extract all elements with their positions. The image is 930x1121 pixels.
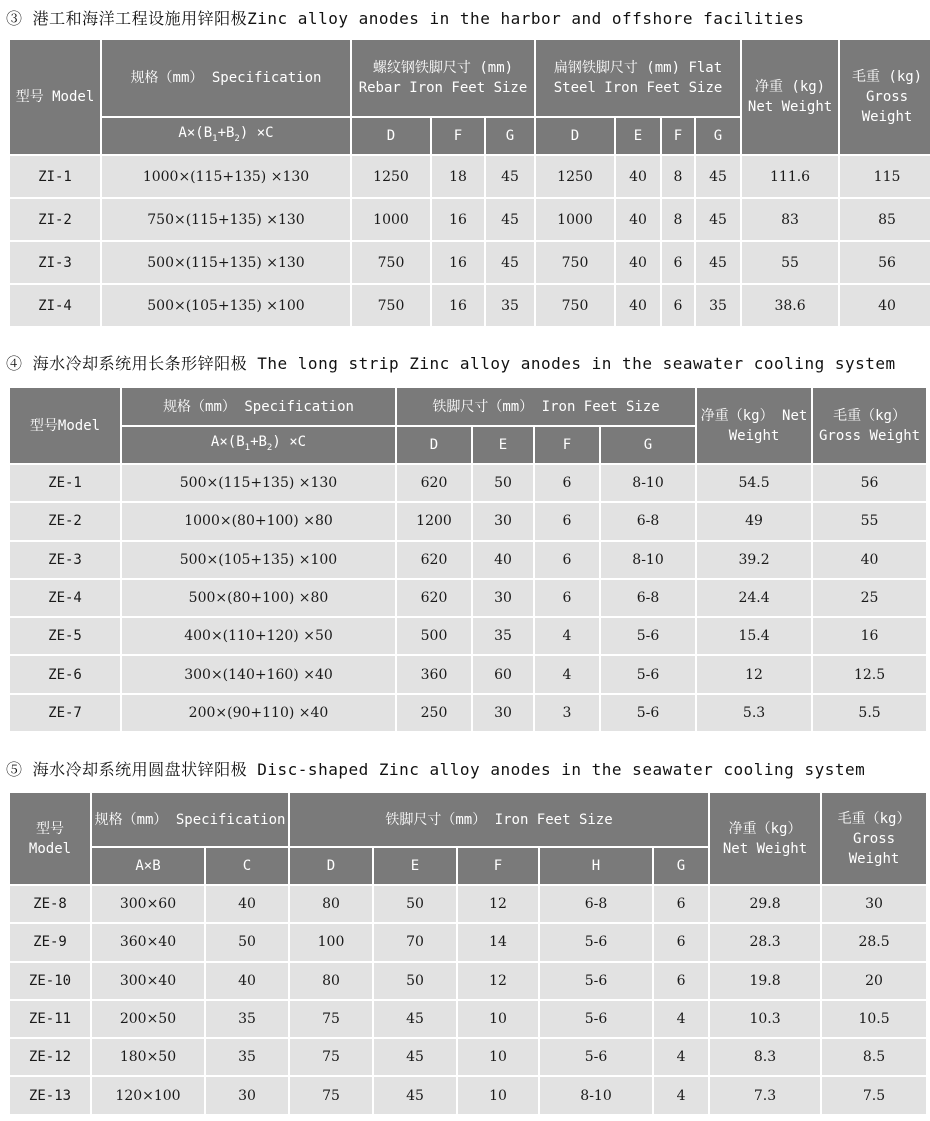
- table-cell: 12: [457, 885, 539, 923]
- section-title-long-strip: ④ 海水冷却系统用长条形锌阳极 The long strip Zinc alloy anodes in the seawater cooling system: [6, 354, 896, 373]
- model-cell: ZI-2: [9, 198, 101, 241]
- table-cell: 39.2: [696, 541, 812, 579]
- table-cell: 6: [661, 241, 695, 284]
- header-iron-feet: 铁脚尺寸（mm） Iron Feet Size: [396, 387, 696, 426]
- table-cell: 20: [821, 962, 927, 1000]
- table-cell: 75: [289, 1076, 373, 1114]
- table-cell: 10: [457, 1000, 539, 1038]
- header-rebar-f: F: [431, 117, 485, 155]
- table-cell: 16: [812, 617, 927, 655]
- table-cell: 100: [289, 923, 373, 961]
- header-rebar-g: G: [485, 117, 535, 155]
- table-cell: 80: [289, 885, 373, 923]
- model-cell: ZE-12: [9, 1038, 91, 1076]
- table-cell: 18: [431, 155, 485, 198]
- table-cell: 5-6: [539, 1000, 653, 1038]
- table-cell: 5-6: [600, 617, 696, 655]
- table-cell: 30: [472, 579, 534, 617]
- table-cell: 28.5: [821, 923, 927, 961]
- table-cell: 6: [534, 579, 600, 617]
- table-row: [9, 885, 927, 923]
- table-cell: 12: [457, 962, 539, 1000]
- table-cell: 750: [535, 284, 615, 327]
- table-row: [9, 1076, 927, 1114]
- table-row: [9, 1038, 927, 1076]
- table-cell: 40: [472, 541, 534, 579]
- table-cell: 55: [812, 502, 927, 540]
- model-cell: ZE-13: [9, 1076, 91, 1114]
- table-cell: 6-8: [539, 885, 653, 923]
- header-specification: 规格（mm） Specification: [121, 387, 396, 426]
- table-cell: 5-6: [539, 923, 653, 961]
- table-cell: 16: [431, 198, 485, 241]
- table-row: [9, 541, 927, 579]
- harbor-anodes-table: [8, 38, 930, 328]
- table-cell: 54.5: [696, 464, 812, 502]
- table-cell: 45: [373, 1000, 457, 1038]
- table-cell: 45: [695, 155, 741, 198]
- table-cell: 1250: [535, 155, 615, 198]
- table-cell: 6-8: [600, 502, 696, 540]
- table-cell: 40: [615, 155, 661, 198]
- section-title-disc: ⑤ 海水冷却系统用圆盘状锌阳极 Disc-shaped Zinc alloy anodes in the seawater cooling system: [6, 760, 866, 779]
- disc-anodes-table: [8, 791, 928, 1116]
- table-row: [9, 464, 927, 502]
- table-cell: 6: [653, 923, 709, 961]
- table-cell: 300×40: [91, 962, 205, 1000]
- table-row: [9, 284, 930, 327]
- table-cell: 50: [373, 962, 457, 1000]
- table-cell: 60: [472, 655, 534, 693]
- table-cell: 6: [653, 885, 709, 923]
- header-feet-d: D: [396, 426, 472, 464]
- header-spec-axb: A×B: [91, 847, 205, 885]
- table-cell: 30: [472, 502, 534, 540]
- model-cell: ZE-10: [9, 962, 91, 1000]
- table-cell: 750×(115+135) ×130: [101, 198, 351, 241]
- table-cell: 15.4: [696, 617, 812, 655]
- table-cell: 500: [396, 617, 472, 655]
- table-cell: 8.5: [821, 1038, 927, 1076]
- table-cell: 500×(115+135) ×130: [101, 241, 351, 284]
- model-cell: ZE-4: [9, 579, 121, 617]
- table-cell: 55: [741, 241, 839, 284]
- table-cell: 4: [653, 1076, 709, 1114]
- model-cell: ZE-2: [9, 502, 121, 540]
- table-cell: 6: [534, 502, 600, 540]
- header-gross-weight: 毛重（kg） Gross Weight: [821, 792, 927, 885]
- table-cell: 40: [205, 885, 289, 923]
- table-cell: 200×50: [91, 1000, 205, 1038]
- table-cell: 1200: [396, 502, 472, 540]
- table-cell: 4: [534, 655, 600, 693]
- table-cell: 38.6: [741, 284, 839, 327]
- header-net-weight: 净重 (kg) Net Weight: [741, 39, 839, 155]
- table-cell: 14: [457, 923, 539, 961]
- table-cell: 620: [396, 464, 472, 502]
- table-cell: 8-10: [600, 464, 696, 502]
- table-cell: 4: [653, 1000, 709, 1038]
- table-cell: 10: [457, 1076, 539, 1114]
- table-cell: 620: [396, 541, 472, 579]
- table-cell: 30: [205, 1076, 289, 1114]
- table-row: [9, 962, 927, 1000]
- table-cell: 7.3: [709, 1076, 821, 1114]
- header-feet-f: F: [457, 847, 539, 885]
- table-cell: 25: [812, 579, 927, 617]
- table-cell: 10: [457, 1038, 539, 1076]
- header-flat-steel-feet: 扁钢铁脚尺寸 (mm) Flat Steel Iron Feet Size: [535, 39, 741, 117]
- table-cell: 6: [534, 464, 600, 502]
- table-cell: 5-6: [539, 962, 653, 1000]
- table-cell: 75: [289, 1038, 373, 1076]
- table-cell: 111.6: [741, 155, 839, 198]
- table-row: [9, 694, 927, 732]
- table-cell: 115: [839, 155, 930, 198]
- table-cell: 500×(105+135) ×100: [101, 284, 351, 327]
- table-cell: 750: [351, 241, 431, 284]
- table-cell: 16: [431, 241, 485, 284]
- table-cell: 45: [485, 155, 535, 198]
- header-net-weight: 净重（kg） Net Weight: [709, 792, 821, 885]
- table-cell: 28.3: [709, 923, 821, 961]
- table-cell: 500×(105+135) ×100: [121, 541, 396, 579]
- table-cell: 40: [205, 962, 289, 1000]
- model-cell: ZE-7: [9, 694, 121, 732]
- table-cell: 10.5: [821, 1000, 927, 1038]
- table-cell: 30: [472, 694, 534, 732]
- header-gross-weight: 毛重 (kg) Gross Weight: [839, 39, 930, 155]
- table-cell: 56: [839, 241, 930, 284]
- header-rebar-feet: 螺纹钢铁脚尺寸 (mm) Rebar Iron Feet Size: [351, 39, 535, 117]
- table-cell: 40: [615, 198, 661, 241]
- table-cell: 19.8: [709, 962, 821, 1000]
- table-cell: 620: [396, 579, 472, 617]
- table-cell: 250: [396, 694, 472, 732]
- table-row: [9, 155, 930, 198]
- table-cell: 750: [535, 241, 615, 284]
- table-row: [9, 1000, 927, 1038]
- table-cell: 6: [653, 962, 709, 1000]
- table-cell: 16: [431, 284, 485, 327]
- table-row: [9, 198, 930, 241]
- table-cell: 120×100: [91, 1076, 205, 1114]
- table-cell: 12.5: [812, 655, 927, 693]
- table-cell: 85: [839, 198, 930, 241]
- header-feet-e: E: [373, 847, 457, 885]
- table-cell: 1250: [351, 155, 431, 198]
- header-spec-c: C: [205, 847, 289, 885]
- table-cell: 1000×(80+100) ×80: [121, 502, 396, 540]
- header-feet-e: E: [472, 426, 534, 464]
- table-cell: 500×(115+135) ×130: [121, 464, 396, 502]
- model-cell: ZI-3: [9, 241, 101, 284]
- table-cell: 45: [373, 1038, 457, 1076]
- header-model: 型号 Model: [9, 39, 101, 155]
- header-gross-weight: 毛重（kg） Gross Weight: [812, 387, 927, 464]
- table-cell: 300×60: [91, 885, 205, 923]
- model-cell: ZE-8: [9, 885, 91, 923]
- model-cell: ZE-1: [9, 464, 121, 502]
- header-model: 型号Model: [9, 387, 121, 464]
- table-cell: 45: [695, 198, 741, 241]
- table-cell: 4: [653, 1038, 709, 1076]
- table-cell: 6: [534, 541, 600, 579]
- header-feet-g: G: [600, 426, 696, 464]
- table-cell: 24.4: [696, 579, 812, 617]
- header-feet-f: F: [534, 426, 600, 464]
- table-cell: 40: [615, 284, 661, 327]
- table-cell: 1000: [351, 198, 431, 241]
- table-cell: 5-6: [600, 694, 696, 732]
- header-model: 型号 Model: [9, 792, 91, 885]
- table-cell: 8-10: [539, 1076, 653, 1114]
- table-cell: 10.3: [709, 1000, 821, 1038]
- table-cell: 360×40: [91, 923, 205, 961]
- table-cell: 5-6: [539, 1038, 653, 1076]
- header-rebar-d: D: [351, 117, 431, 155]
- table-row: [9, 502, 927, 540]
- table-cell: 30: [821, 885, 927, 923]
- table-cell: 50: [205, 923, 289, 961]
- table-row: [9, 579, 927, 617]
- table-cell: 56: [812, 464, 927, 502]
- model-cell: ZE-5: [9, 617, 121, 655]
- header-net-weight: 净重（kg） Net Weight: [696, 387, 812, 464]
- table-row: [9, 617, 927, 655]
- model-cell: ZI-1: [9, 155, 101, 198]
- table-cell: 29.8: [709, 885, 821, 923]
- table-cell: 75: [289, 1000, 373, 1038]
- table-cell: 8.3: [709, 1038, 821, 1076]
- table-cell: 500×(80+100) ×80: [121, 579, 396, 617]
- model-cell: ZE-3: [9, 541, 121, 579]
- table-cell: 8-10: [600, 541, 696, 579]
- table-cell: 35: [205, 1000, 289, 1038]
- table-cell: 40: [839, 284, 930, 327]
- table-cell: 12: [696, 655, 812, 693]
- table-cell: 1000: [535, 198, 615, 241]
- table-cell: 5.3: [696, 694, 812, 732]
- model-cell: ZI-4: [9, 284, 101, 327]
- table-cell: 5.5: [812, 694, 927, 732]
- table-row: [9, 923, 927, 961]
- table-cell: 35: [695, 284, 741, 327]
- section-title-harbor: ③ 港工和海洋工程设施用锌阳极Zinc alloy anodes in the harbor and offshore facilities: [6, 9, 805, 28]
- header-spec-formula: $A\times(B_1+B_2) \times C$: [101, 117, 351, 155]
- header-iron-feet: 铁脚尺寸（mm） Iron Feet Size: [289, 792, 709, 847]
- table-cell: 35: [205, 1038, 289, 1076]
- table-cell: 7.5: [821, 1076, 927, 1114]
- table-cell: 8: [661, 198, 695, 241]
- table-cell: 35: [485, 284, 535, 327]
- table-cell: 1000×(115+135) ×130: [101, 155, 351, 198]
- header-spec-formula: $A\times(B_1+B_2) \times C$: [121, 426, 396, 464]
- table-cell: 45: [485, 241, 535, 284]
- table-cell: 6-8: [600, 579, 696, 617]
- table-cell: 83: [741, 198, 839, 241]
- table-cell: 50: [373, 885, 457, 923]
- header-feet-d: D: [289, 847, 373, 885]
- header-specification: 规格（mm） Specification: [101, 39, 351, 117]
- table-cell: 6: [661, 284, 695, 327]
- table-cell: 45: [485, 198, 535, 241]
- long-strip-anodes-table: [8, 386, 928, 733]
- header-flat-g: G: [695, 117, 741, 155]
- table-cell: 4: [534, 617, 600, 655]
- table-cell: 45: [695, 241, 741, 284]
- header-flat-d: D: [535, 117, 615, 155]
- table-cell: 80: [289, 962, 373, 1000]
- table-cell: 180×50: [91, 1038, 205, 1076]
- table-cell: 5-6: [600, 655, 696, 693]
- table-cell: 300×(140+160) ×40: [121, 655, 396, 693]
- table-cell: 70: [373, 923, 457, 961]
- table-cell: 750: [351, 284, 431, 327]
- table-cell: 35: [472, 617, 534, 655]
- header-flat-f: F: [661, 117, 695, 155]
- header-specification: 规格（mm） Specification: [91, 792, 289, 847]
- table-cell: 8: [661, 155, 695, 198]
- table-cell: 40: [812, 541, 927, 579]
- table-cell: 200×(90+110) ×40: [121, 694, 396, 732]
- table-cell: 400×(110+120) ×50: [121, 617, 396, 655]
- table-cell: 49: [696, 502, 812, 540]
- table-cell: 40: [615, 241, 661, 284]
- header-feet-g: G: [653, 847, 709, 885]
- model-cell: ZE-11: [9, 1000, 91, 1038]
- table-cell: 50: [472, 464, 534, 502]
- table-cell: 360: [396, 655, 472, 693]
- table-cell: 45: [373, 1076, 457, 1114]
- model-cell: ZE-9: [9, 923, 91, 961]
- header-flat-e: E: [615, 117, 661, 155]
- table-cell: 3: [534, 694, 600, 732]
- table-row: [9, 655, 927, 693]
- header-feet-h: H: [539, 847, 653, 885]
- model-cell: ZE-6: [9, 655, 121, 693]
- table-row: [9, 241, 930, 284]
